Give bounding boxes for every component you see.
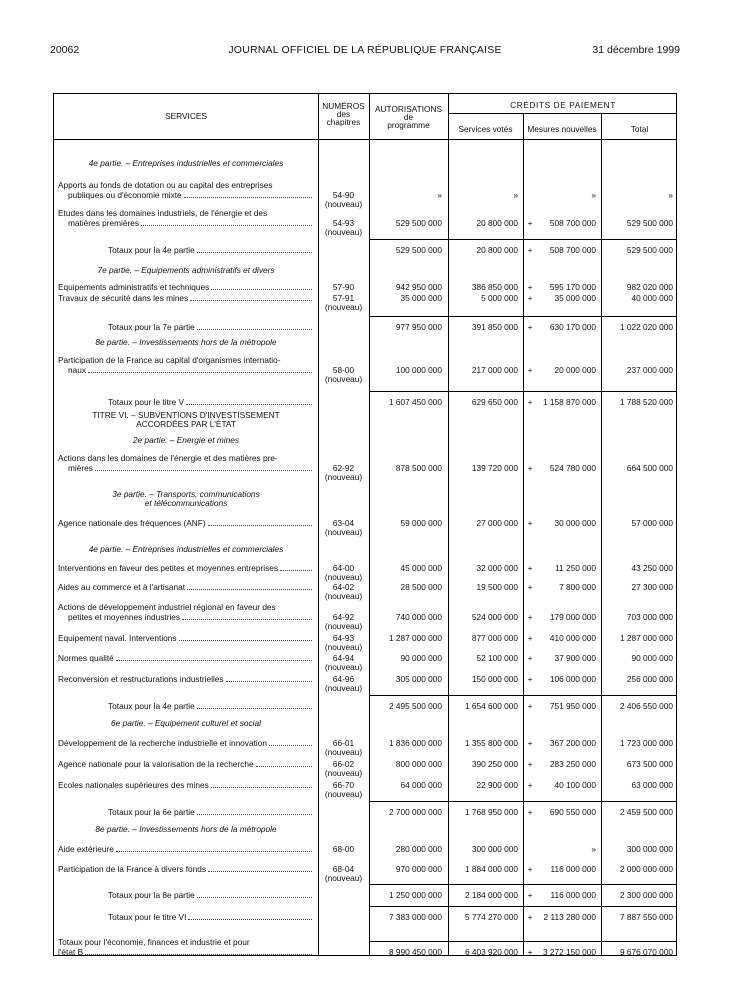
cell-ap: 800 000 000 <box>395 759 442 769</box>
chapter-note: (nouveau) <box>324 683 363 693</box>
chapter-number: 68-00 <box>332 844 355 854</box>
chapter-note: (nouveau) <box>324 199 363 209</box>
cell-sv: 150 000 000 <box>471 674 518 684</box>
leader-dots <box>211 780 312 788</box>
cell-mn: 508 700 000 <box>549 218 596 228</box>
cell-ap: 280 000 000 <box>395 844 442 854</box>
cell-sv: 139 720 000 <box>471 463 518 473</box>
cell-ap: 8 990 450 000 <box>388 947 442 957</box>
cell-sign: + <box>527 245 533 255</box>
cell-tot: 1 022 020 000 <box>619 322 673 332</box>
leader-dots <box>190 293 312 301</box>
totals-rule <box>369 391 676 392</box>
chapter-note: (nouveau) <box>324 621 363 631</box>
cell-sign: + <box>527 293 533 303</box>
chapter-number: 66-01 <box>332 738 355 748</box>
cell-ap: 1 607 450 000 <box>388 397 442 407</box>
cell-ap: 970 000 000 <box>395 864 442 874</box>
leader-dots <box>197 701 312 709</box>
cell-tot: 982 020 000 <box>626 282 673 292</box>
cell-tot: 256 000 000 <box>626 674 673 684</box>
row-label <box>108 397 314 408</box>
cell-mn: 116 000 000 <box>550 864 596 874</box>
leader-dots <box>208 518 312 526</box>
cell-mn: 2 113 280 000 <box>543 912 596 922</box>
row-label-text: Totaux pour la 8e partie <box>108 890 195 900</box>
cell-sv: 5 000 000 <box>481 293 518 303</box>
chapter-number: 66-02 <box>332 759 355 769</box>
cell-sign: + <box>527 653 533 663</box>
cell-sv: 1 355 800 000 <box>464 738 518 748</box>
cell-sign: + <box>527 701 533 711</box>
title-heading: TITRE VI. – SUBVENTIONS D'INVESTISSEMENT <box>92 410 280 420</box>
row-label: Actions dans les domaines de l'énergie et des matières pre- <box>58 453 278 463</box>
section-heading: 4e partie. – Entreprises industrielles et commerciales <box>88 544 284 554</box>
chapter-number: 64-00 <box>332 563 355 573</box>
row-label <box>58 674 314 685</box>
row-label-text: Participation de la France à divers fonds <box>58 864 207 874</box>
cell-sign: + <box>527 759 533 769</box>
cell-mn: 595 170 000 <box>549 282 596 292</box>
chapter-number: 54-90 <box>332 190 355 200</box>
numeros-header: des <box>336 109 351 119</box>
leader-dots <box>141 218 312 226</box>
row-label-text: Agence nationale des fréquences (ANF) <box>58 518 206 528</box>
cell-ap: 45 000 000 <box>400 563 442 573</box>
leader-dots <box>226 674 312 682</box>
chapter-number: 68-04 <box>332 864 355 874</box>
cell-ap: 90 000 000 <box>400 653 442 663</box>
chapter-note: (nouveau) <box>324 572 363 582</box>
leader-dots <box>197 890 312 898</box>
cell-ap: 100 000 000 <box>395 365 442 375</box>
cell-mn: 11 250 000 <box>555 563 596 573</box>
cell-ap: 1 250 000 000 <box>388 890 442 900</box>
leader-dots <box>197 322 312 330</box>
page-header <box>50 44 680 58</box>
cell-tot: 43 250 000 <box>631 563 673 573</box>
cell-ap: 2 495 500 000 <box>388 701 442 711</box>
row-label <box>58 582 314 593</box>
mesures-nouvelles-header: Mesures nouvelles <box>527 124 597 134</box>
cell-sv: 52 100 000 <box>476 653 518 663</box>
cell-tot: 1 723 000 000 <box>619 738 673 748</box>
cell-mn: 37 900 000 <box>554 653 596 663</box>
cell-mn: » <box>591 844 596 854</box>
header-rule <box>448 113 676 114</box>
cell-ap: 942 950 000 <box>395 282 442 292</box>
cell-sv: 1 884 000 000 <box>464 864 518 874</box>
cell-sv: 32 000 000 <box>476 563 518 573</box>
cell-mn: 508 700 000 <box>549 245 596 255</box>
cell-tot: 2 000 000 000 <box>619 864 673 874</box>
row-label <box>58 653 314 664</box>
cell-sign: + <box>527 890 533 900</box>
section-heading: et télécommunications <box>144 498 228 508</box>
cell-sign: + <box>527 322 533 332</box>
cell-tot: 7 887 550 000 <box>619 912 673 922</box>
chapter-number: 57-91 <box>332 293 355 303</box>
section-heading: 8e partie. – Investissements hors de la métropole <box>95 824 277 834</box>
cell-sv: 5 774 270 000 <box>464 912 518 922</box>
cell-mn: 7 800 000 <box>559 582 596 592</box>
row-label <box>58 738 314 749</box>
row-label-text: matières premières <box>68 218 140 228</box>
cell-tot: 27 300 000 <box>631 582 673 592</box>
cell-sign: + <box>527 912 533 922</box>
row-label-text: Développement de la recherche industrielle et innovation <box>58 738 267 748</box>
autorisations-header: de <box>403 112 414 122</box>
cell-mn: 40 100 000 <box>554 780 596 790</box>
leader-dots <box>197 807 312 815</box>
chapter-number: 58-00 <box>332 365 355 375</box>
cell-tot: 40 000 000 <box>631 293 673 303</box>
row-label-text: Agence nationale pour la valorisation de la recherche <box>58 759 254 769</box>
leader-dots <box>187 582 312 590</box>
cell-sign: + <box>527 633 533 643</box>
row-label: Totaux pour l'économie, finances et industrie et pour <box>58 937 250 947</box>
title-heading: ACCORDÉES PAR L'ÉTAT <box>136 419 236 429</box>
row-label: Etudes dans les domaines industriels, de l'énergie et des <box>58 208 268 218</box>
leader-dots <box>211 282 312 290</box>
cell-sv: 1 768 950 000 <box>464 807 518 817</box>
row-label-text: publiques ou d'économie mixte <box>68 190 182 200</box>
leader-dots <box>186 397 312 405</box>
row-label <box>58 844 314 855</box>
row-label <box>58 293 314 304</box>
chapter-note: (nouveau) <box>324 642 363 652</box>
cell-sv: 2 184 000 000 <box>464 890 518 900</box>
cell-sv: 391 850 000 <box>471 322 518 332</box>
cell-ap: 2 700 000 000 <box>388 807 442 817</box>
row-label <box>108 807 314 818</box>
leader-dots <box>208 864 312 872</box>
numeros-header: chapitres <box>326 117 361 127</box>
row-label-text: Totaux pour le titre VI <box>108 912 187 922</box>
cell-tot: 529 500 000 <box>626 245 673 255</box>
numeros-header: NUMÉROS <box>322 101 365 111</box>
cell-mn: 283 250 000 <box>549 759 596 769</box>
cell-sign: + <box>527 518 533 528</box>
cell-mn: 751 950 000 <box>549 701 596 711</box>
chapter-number: 62-92 <box>332 463 355 473</box>
page-number: 20062 <box>50 44 80 56</box>
row-label-text: Totaux pour la 7e partie <box>108 322 195 332</box>
row-label-text: Totaux pour la 6e partie <box>108 807 195 817</box>
totals-rule <box>369 884 676 885</box>
chapter-note: (nouveau) <box>324 789 363 799</box>
cell-sign: + <box>527 780 533 790</box>
chapter-note: (nouveau) <box>324 227 363 237</box>
cell-mn: 106 000 000 <box>549 674 596 684</box>
row-label <box>108 322 314 333</box>
row-label <box>58 563 314 574</box>
totals-rule <box>369 695 676 696</box>
row-label-text: Totaux pour la 4e partie <box>108 245 195 255</box>
cell-mn: » <box>591 190 596 200</box>
row-label-text: naux <box>68 365 86 375</box>
cell-sv: 1 654 600 000 <box>464 701 518 711</box>
cell-tot: » <box>668 190 673 200</box>
cell-mn: 367 200 000 <box>549 738 596 748</box>
cell-sv: 629 650 000 <box>471 397 518 407</box>
cell-ap: 740 000 000 <box>395 612 442 622</box>
leader-dots <box>184 190 312 198</box>
chapter-note: (nouveau) <box>324 527 363 537</box>
chapter-number: 66-70 <box>332 780 355 790</box>
cell-tot: 664 500 000 <box>626 463 673 473</box>
cell-tot: 2 459 500 000 <box>619 807 673 817</box>
row-label <box>58 282 314 293</box>
services-votes-header: Services votés <box>458 124 513 134</box>
row-label-text: Reconversion et restructurations industrielles <box>58 674 224 684</box>
cell-tot: 2 406 550 000 <box>619 701 673 711</box>
cell-sv: 20 800 000 <box>476 245 518 255</box>
cell-sv: 390 250 000 <box>471 759 518 769</box>
cell-mn: 690 550 000 <box>549 807 596 817</box>
cell-mn: 630 170 000 <box>549 322 596 332</box>
row-label <box>68 218 314 229</box>
chapter-number: 64-94 <box>332 653 355 663</box>
row-label: Actions de développement industriel régional en faveur des <box>58 602 276 612</box>
row-label-text: Equipements administratifs et techniques <box>58 282 210 292</box>
cell-sv: 19 500 000 <box>476 582 518 592</box>
row-label: Participation de la France au capital d'organismes internatio- <box>58 355 281 365</box>
row-label-text: mières <box>68 463 93 473</box>
cell-ap: 305 000 000 <box>395 674 442 684</box>
row-label <box>108 912 314 923</box>
cell-ap: 977 950 000 <box>395 322 442 332</box>
row-label <box>58 864 314 875</box>
row-label <box>58 633 314 644</box>
cell-mn: 116 000 000 <box>550 890 596 900</box>
cell-sv: » <box>513 190 518 200</box>
cell-tot: 1 788 520 000 <box>619 397 673 407</box>
row-label <box>58 780 314 791</box>
cell-tot: 57 000 000 <box>631 518 673 528</box>
leader-dots <box>116 844 312 852</box>
totals-rule <box>369 239 676 240</box>
totals-rule <box>369 801 676 802</box>
cell-tot: 63 000 000 <box>631 780 673 790</box>
leader-dots <box>88 365 312 373</box>
totals-rule <box>369 316 676 317</box>
leader-dots <box>85 947 312 955</box>
journal-title: JOURNAL OFFICIEL DE LA RÉPUBLIQUE FRANÇAISE <box>228 44 502 56</box>
cell-ap: 878 500 000 <box>395 463 442 473</box>
cell-sv: 300 000 000 <box>471 844 518 854</box>
totals-rule <box>369 906 676 907</box>
cell-sv: 27 000 000 <box>476 518 518 528</box>
cell-sign: + <box>527 218 533 228</box>
row-label-text: Interventions en faveur des petites et moyennes entreprises <box>58 563 278 573</box>
row-label <box>68 612 314 623</box>
cell-sign: + <box>527 807 533 817</box>
row-label <box>108 701 314 712</box>
row-label-text: Aides au commerce et à l'artisanat <box>58 582 186 592</box>
leader-dots <box>269 738 312 746</box>
chapter-note: (nouveau) <box>324 302 363 312</box>
row-label-text: l'état B <box>58 947 84 957</box>
chapter-note: (nouveau) <box>324 472 363 482</box>
leader-dots <box>182 612 312 620</box>
cell-ap: 64 000 000 <box>400 780 442 790</box>
cell-sv: 524 000 000 <box>471 612 518 622</box>
total-header: Total <box>630 124 649 134</box>
cell-sv: 22 900 000 <box>476 780 518 790</box>
section-heading: 4e partie. – Entreprises industrielles et commerciales <box>88 158 284 168</box>
chapter-number: 63-04 <box>332 518 355 528</box>
budget-table <box>53 93 677 956</box>
chapter-number: 64-92 <box>332 612 355 622</box>
cell-tot: 9 676 070 000 <box>619 947 673 957</box>
credits-header: CRÉDITS DE PAIEMENT <box>510 100 616 110</box>
cell-sign: + <box>527 612 533 622</box>
cell-ap: 7 383 000 000 <box>388 912 442 922</box>
section-heading: 7e partie. – Equipements administratifs et divers <box>97 265 275 275</box>
leader-dots <box>116 653 312 661</box>
cell-ap: 529 500 000 <box>395 218 442 228</box>
row-label-text: Totaux pour le titre V <box>108 397 185 407</box>
services-header: SERVICES <box>165 111 207 121</box>
cell-tot: 673 500 000 <box>626 759 673 769</box>
cell-sign: + <box>527 738 533 748</box>
row-label <box>58 947 314 958</box>
cell-tot: 529 500 000 <box>626 218 673 228</box>
section-heading: 6e partie. – Equipement culturel et social <box>111 718 261 728</box>
cell-sign: + <box>527 864 533 874</box>
row-label: Apports au fonds de dotation ou au capital des entreprises <box>58 180 273 190</box>
leader-dots <box>188 912 312 920</box>
row-label <box>68 463 314 474</box>
chapter-number: 64-96 <box>332 674 355 684</box>
row-label <box>108 890 314 901</box>
header-rule <box>54 139 676 140</box>
chapter-note: (nouveau) <box>324 662 363 672</box>
row-label <box>58 759 314 770</box>
cell-mn: 30 000 000 <box>554 518 596 528</box>
cell-sv: 217 000 000 <box>471 365 518 375</box>
cell-sv: 877 000 000 <box>471 633 518 643</box>
cell-sign: + <box>527 582 533 592</box>
cell-mn: 3 272 150 000 <box>542 947 596 957</box>
cell-mn: 410 000 000 <box>549 633 596 643</box>
chapter-number: 64-02 <box>332 582 355 592</box>
cell-tot: 1 287 000 000 <box>619 633 673 643</box>
autorisations-header: AUTORISATIONS <box>375 104 442 114</box>
row-label <box>58 518 314 529</box>
row-label-text: Equipement naval. Interventions <box>58 633 177 643</box>
cell-ap: » <box>437 190 442 200</box>
row-label <box>108 245 314 256</box>
cell-mn: 20 000 000 <box>554 365 596 375</box>
cell-sign: + <box>527 397 533 407</box>
cell-tot: 703 000 000 <box>626 612 673 622</box>
cell-mn: 35 000 000 <box>554 293 596 303</box>
row-label-text: Normes qualité <box>58 653 114 663</box>
leader-dots <box>280 563 312 571</box>
cell-sign: + <box>527 463 533 473</box>
cell-tot: 2 300 000 000 <box>619 890 673 900</box>
cell-ap: 529 500 000 <box>395 245 442 255</box>
autorisations-header: programme <box>387 120 430 130</box>
row-label <box>68 190 314 201</box>
row-label-text: Totaux pour la 4e partie <box>108 701 195 711</box>
row-label <box>68 365 314 376</box>
cell-tot: 237 000 000 <box>626 365 673 375</box>
section-heading: 3e partie. – Transports, communications <box>112 489 260 499</box>
cell-sign: + <box>527 947 533 957</box>
chapter-number: 57-90 <box>332 282 355 292</box>
chapter-note: (nouveau) <box>324 768 363 778</box>
leader-dots <box>95 463 312 471</box>
chapter-note: (nouveau) <box>324 747 363 757</box>
leader-dots <box>197 245 312 253</box>
chapter-number: 54-93 <box>332 218 355 228</box>
cell-sign: + <box>527 365 533 375</box>
section-heading: 2e partie. – Energie et mines <box>132 435 240 445</box>
cell-sv: 386 850 000 <box>471 282 518 292</box>
cell-ap: 28 500 000 <box>400 582 442 592</box>
leader-dots <box>179 633 312 641</box>
cell-sign: + <box>527 563 533 573</box>
cell-ap: 1 287 000 000 <box>388 633 442 643</box>
cell-ap: 59 000 000 <box>400 518 442 528</box>
cell-mn: 1 158 870 000 <box>542 397 596 407</box>
row-label-text: Aide extérieure <box>58 844 114 854</box>
chapter-note: (nouveau) <box>324 591 363 601</box>
chapter-number: 64-93 <box>332 633 355 643</box>
cell-sv: 6 403 920 000 <box>464 947 518 957</box>
cell-ap: 35 000 000 <box>400 293 442 303</box>
leader-dots <box>256 759 312 767</box>
row-label-text: petites et moyennes industries <box>68 612 181 622</box>
cell-sv: 20 800 000 <box>476 218 518 228</box>
issue-date: 31 décembre 1999 <box>592 44 680 56</box>
chapter-note: (nouveau) <box>324 873 363 883</box>
section-heading: 8e partie. – Investissements hors de la métropole <box>95 337 277 347</box>
row-label-text: Ecoles nationales supérieures des mines <box>58 780 209 790</box>
totals-rule <box>369 941 676 942</box>
cell-tot: 300 000 000 <box>626 844 673 854</box>
cell-tot: 90 000 000 <box>631 653 673 663</box>
cell-mn: 524 780 000 <box>549 463 596 473</box>
cell-mn: 179 000 000 <box>549 612 596 622</box>
cell-sign: + <box>527 674 533 684</box>
row-label-text: Travaux de sécurité dans les mines <box>58 293 189 303</box>
cell-sign: + <box>527 282 533 292</box>
cell-ap: 1 836 000 000 <box>388 738 442 748</box>
chapter-note: (nouveau) <box>324 374 363 384</box>
